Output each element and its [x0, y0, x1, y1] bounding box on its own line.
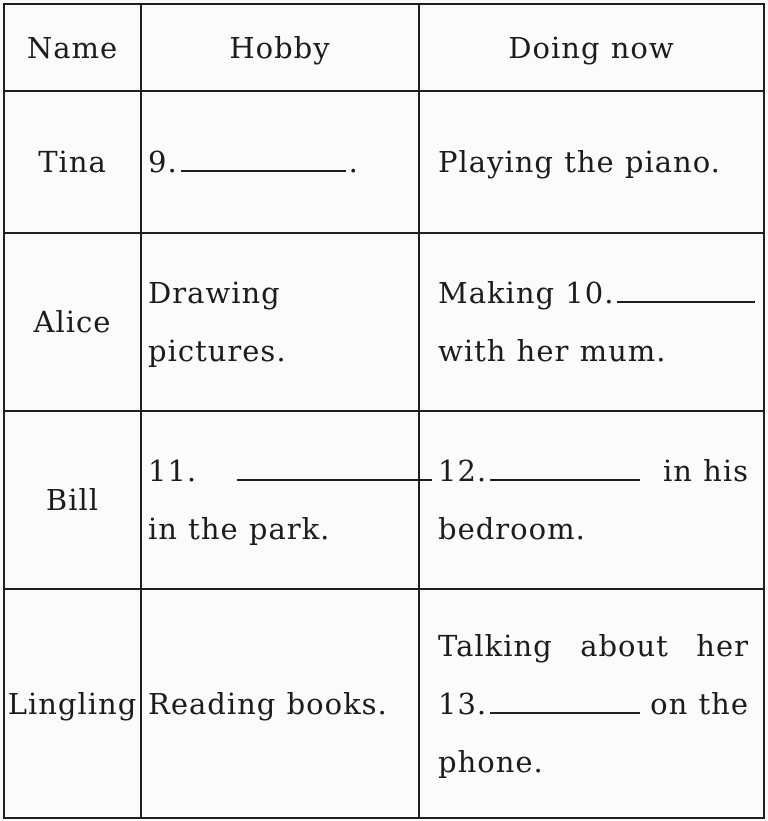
question-number: 12. [438, 454, 488, 488]
table-row [4, 411, 764, 589]
header-doing-now: Doing now [419, 4, 764, 91]
word: Talking [438, 628, 553, 663]
hobby-cell [141, 91, 419, 233]
question-number: 13. [438, 686, 488, 721]
table-row [4, 91, 764, 233]
hobby-table [3, 3, 765, 819]
doing-text-line2: bedroom. [438, 512, 586, 546]
word: about [580, 628, 669, 663]
question-number: 9. [148, 145, 178, 179]
header-hobby: Hobby [141, 4, 419, 91]
name-cell: Lingling [4, 589, 141, 818]
name-cell: Alice [4, 233, 141, 411]
name-cell: Tina [4, 91, 141, 233]
answer-blank-10[interactable] [617, 267, 755, 303]
hobby-cell [141, 411, 419, 589]
doing-text-line3: phone. [438, 744, 544, 779]
answer-blank-12[interactable] [490, 445, 640, 481]
doing-text: in his [662, 454, 749, 488]
table-row [4, 233, 764, 411]
table-row [4, 589, 764, 818]
hobby-text-line2: in the park. [148, 512, 331, 546]
name-cell: Bill [4, 411, 141, 589]
answer-blank-13[interactable] [490, 678, 640, 714]
doing-now-cell [419, 411, 764, 589]
hobby-cell: Reading books. [141, 589, 419, 818]
punctuation: . [348, 145, 359, 179]
question-number: 11. [148, 454, 198, 488]
answer-blank-11[interactable] [237, 445, 432, 481]
header-name: Name [4, 4, 141, 91]
word: her [696, 628, 749, 663]
doing-text-line2: with her mum. [438, 334, 667, 368]
doing-now-cell: Playing the piano. [419, 91, 764, 233]
answer-blank-9[interactable] [181, 136, 346, 172]
doing-text-line1 [438, 617, 749, 675]
doing-now-cell [419, 233, 764, 411]
hobby-cell: Drawing pictures. [141, 233, 419, 411]
doing-text: Making 10. [438, 276, 615, 310]
doing-text: on the [650, 686, 749, 721]
table-header-row [4, 4, 764, 91]
doing-now-cell [419, 589, 764, 818]
